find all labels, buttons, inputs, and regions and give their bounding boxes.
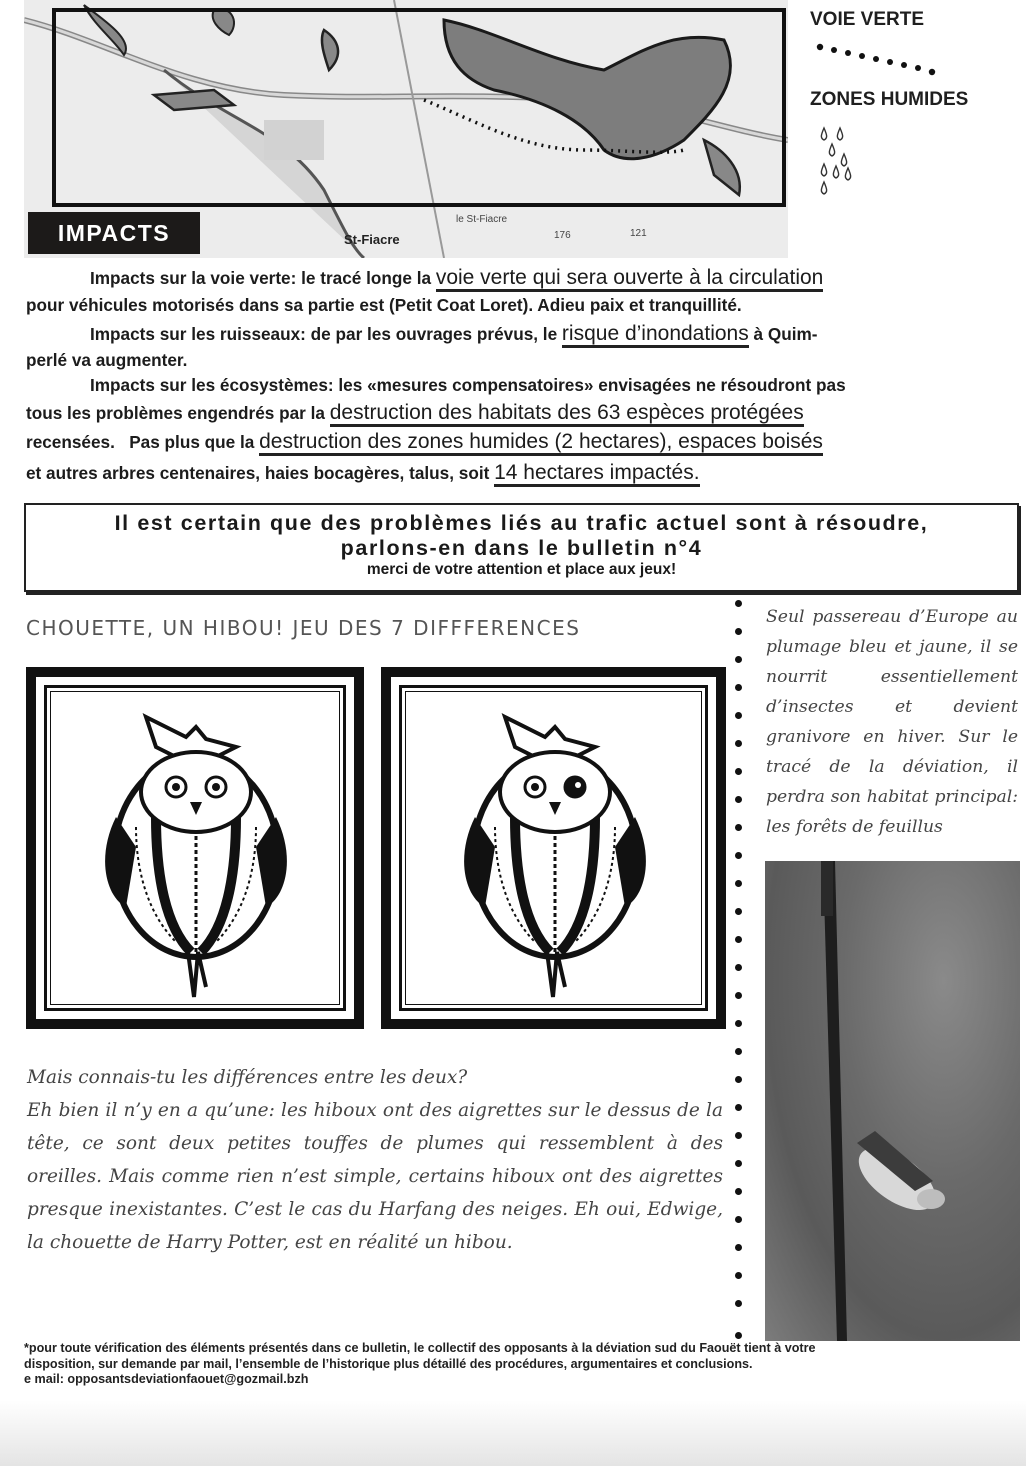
footer-email[interactable]: e mail: opposantsdeviationfaouet@gozmail.bzh <box>24 1372 309 1386</box>
game-title: CHOUETTE, UN HIBOU! JEU DES 7 DIFFFERENCES <box>26 616 581 640</box>
impact-voie-verte-line2: pour véhicules motorisés dans sa partie est (Petit Coat Loret). Adieu paix et tranquillité. <box>26 295 742 315</box>
footer-line-1: *pour toute vérification des éléments présentés dans ce bulletin, le collectif des opposants à la déviation sud du Faouët tient à votre <box>24 1341 816 1355</box>
answer-body: Eh bien il n’y en a qu’une: les hiboux ont des aigrettes sur le dessus de la tête, ce sont deux petites touffes de plumes qui ressemblent à des oreilles. Mais comme rien n’est simple, certains hiboux ont des aigrettes presque inexistantes. C’est le cas du Harfang des neiges. Eh oui, Edwige, la chouette de Harry Potter, est en réalité un hibou. <box>27 1100 723 1253</box>
impact-ecosystemes-line4: et autres arbres centenaires, haies bocagères, talus, soit 14 hectares impactés. <box>26 459 700 487</box>
impact-ecosystemes-line3: recensées. Pas plus que la destruction des zones humides (2 hectares), espaces boisés <box>26 428 823 456</box>
blue-tit-description: Seul passereau d’Europe au plumage bleu et jaune, il se nourrit essentiellement d’insectes et devient granivore en hiver. Sur le tracé de la déviation, il perdra son habitat principal: les forêts de feuillus <box>766 607 1018 837</box>
highlight-zones-humides: destruction des zones humides (2 hectares), espaces boisés <box>259 430 823 456</box>
footer-note <box>24 1341 1024 1388</box>
owl-picture-left <box>26 667 364 1029</box>
water-drops-legend-icon <box>818 126 858 198</box>
impact-voie-verte-line1: Impacts sur la voie verte: le tracé longe la voie verte qui sera ouverte à la circulation <box>90 264 823 292</box>
map-label-121: 121 <box>630 228 647 239</box>
impacts-section-tag: IMPACTS <box>28 212 200 254</box>
impact-ruisseaux-line1: Impacts sur les ruisseaux: de par les ouvrages prévus, le risque d’inondations à Quim- <box>90 320 817 348</box>
bird-on-stem-photo-icon <box>765 861 1020 1341</box>
owl-drawing-right-icon <box>435 697 675 1007</box>
callout-line-1: Il est certain que des problèmes liés au trafic actuel sont à résoudre, <box>114 511 929 535</box>
legend-voie-verte-label: VOIE VERTE <box>810 9 925 30</box>
map-label-176: 176 <box>554 230 571 241</box>
impact-ruisseaux-line2: perlé va augmenter. <box>26 350 188 370</box>
callout-box <box>24 503 1019 592</box>
highlight-voie-verte: voie verte qui sera ouverte à la circulation <box>436 266 824 292</box>
footer-line-2: disposition, sur demande par mail, l’ensemble de l’historique plus détaillé des procédures, argumentaires et conclusions. <box>24 1356 753 1371</box>
owl-picture-right <box>381 667 726 1029</box>
owl-drawing-left-icon <box>76 697 316 1007</box>
map-label-le-st-fiacre: le St-Fiacre <box>456 214 508 225</box>
highlight-habitats: destruction des habitats des 63 espèces protégées <box>330 401 804 427</box>
impact-ecosystemes-line1: Impacts sur les écosystèmes: les «mesures compensatoires» envisagées ne résoudront pas <box>90 375 846 395</box>
highlight-14-hectares: 14 hectares impactés. <box>494 461 699 487</box>
blue-tit-photo <box>765 861 1020 1341</box>
impact-ecosystemes-line2: tous les problèmes engendrés par la destruction des habitats des 63 espèces protégées <box>26 399 804 427</box>
page-bottom-fade <box>0 1400 1026 1466</box>
callout-line-2: parlons-en dans le bulletin n°4 <box>340 536 703 560</box>
callout-line-3: merci de votre attention et place aux jeux! <box>366 561 677 578</box>
answer-question: Mais connais-tu les différences entre les deux? <box>27 1067 468 1088</box>
map-label-st-fiacre: St-Fiacre <box>344 232 400 247</box>
game-answer-text <box>27 1061 723 1259</box>
highlight-inondations: risque d’inondations <box>562 322 749 348</box>
dotted-line-legend-icon <box>814 42 940 78</box>
legend-zones-humides-label: ZONES HUMIDES <box>810 89 969 110</box>
dotted-column-divider <box>735 600 745 1345</box>
